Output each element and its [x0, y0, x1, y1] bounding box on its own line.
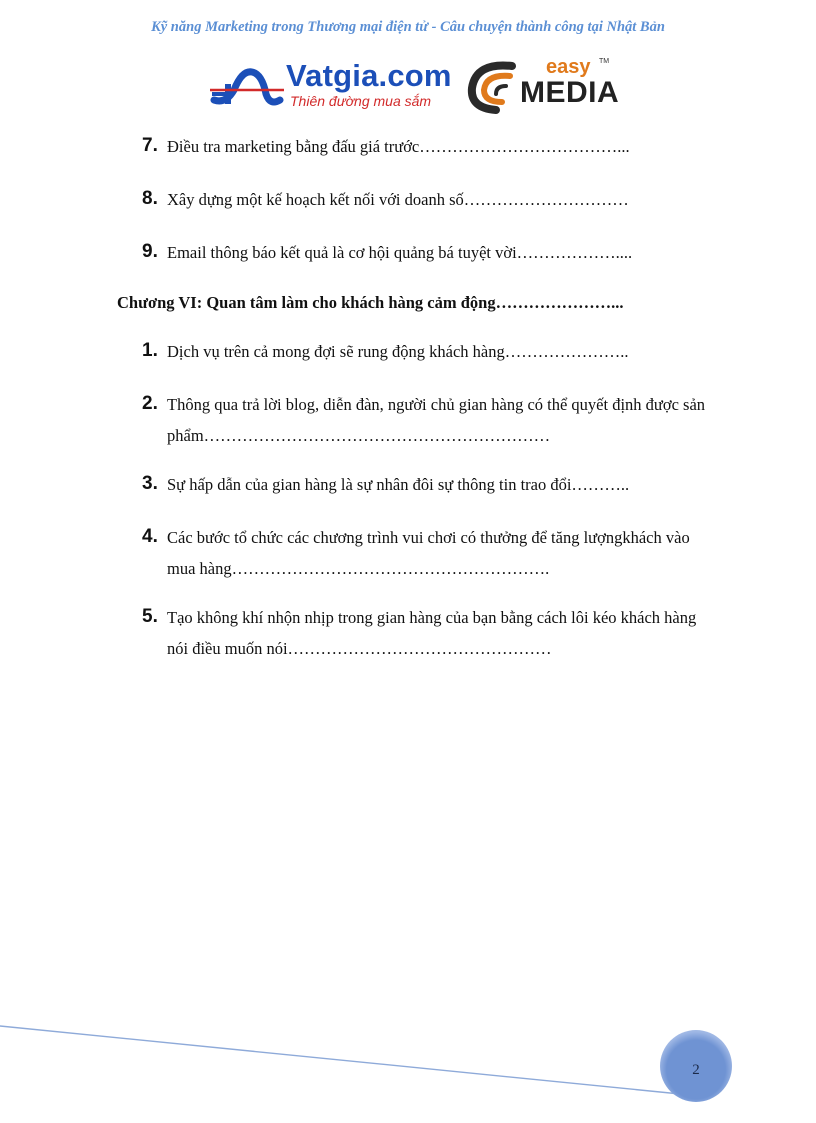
vatgia-wave-icon	[208, 60, 286, 112]
toc-item-text: Các bước tổ chức các chương trình vui chơi có thưởng để tăng lượngkhách vào mua hàng………………………………………………….	[167, 528, 690, 578]
toc-item-number: 2.	[142, 393, 158, 414]
toc-item-text: Thông qua trả lời blog, diễn đàn, người chủ gian hàng có thể quyết định được sản phẩm………………………………………………………	[167, 395, 706, 445]
toc-item-2	[142, 389, 712, 451]
toc-item-1	[142, 336, 712, 367]
vatgia-logo-name: Vatgia.com	[286, 58, 452, 93]
toc-item-text: Dịch vụ trên cả mong đợi sẽ rung động khách hàng…………………..	[167, 342, 629, 361]
chapter-heading: Chương VI: Quan tâm làm cho khách hàng cảm động…………………...	[117, 293, 624, 312]
toc-item-4	[142, 522, 712, 584]
toc-item-number: 7.	[142, 135, 158, 156]
easymedia-swirl-icon	[466, 58, 522, 114]
easymedia-logo-media: MEDIA	[520, 76, 620, 109]
toc-item-number: 9.	[142, 241, 158, 262]
toc-item-number: 8.	[142, 188, 158, 209]
vatgia-logo	[208, 58, 458, 114]
vatgia-logo-tagline: Thiên đường mua sắm	[290, 93, 432, 109]
toc-item-9	[142, 237, 712, 268]
toc-item-text: Email thông báo kết quả là cơ hội quảng bá tuyệt vời………………....	[167, 243, 633, 262]
toc-item-7	[142, 131, 712, 162]
toc-item-number: 3.	[142, 473, 158, 494]
header-logos	[208, 58, 628, 114]
toc-item-text: Xây dựng một kế hoạch kết nối với doanh số…………………………	[167, 190, 629, 209]
easymedia-logo	[466, 58, 626, 114]
easymedia-logo-tm: TM	[599, 58, 610, 65]
toc-item-text: Điều tra marketing bằng đấu giá trước………………………………...	[167, 137, 630, 156]
toc-item-text: Tạo không khí nhộn nhịp trong gian hàng của bạn bằng cách lôi kéo khách hàng nói điều muốn nói…………………………………………	[167, 608, 697, 658]
page-number: 2	[692, 1062, 700, 1078]
toc-item-number: 4.	[142, 526, 158, 547]
running-header: Kỹ năng Marketing trong Thương mại điện tử - Câu chuyện thành công tại Nhật Bản	[151, 19, 665, 35]
toc-item-number: 1.	[142, 340, 158, 361]
toc-item-5	[142, 602, 712, 664]
toc-item-text: Sự hấp dẫn của gian hàng là sự nhân đôi sự thông tin trao đổi………..	[167, 475, 630, 494]
toc-item-number: 5.	[142, 606, 158, 627]
easymedia-logo-easy: easy	[546, 56, 591, 78]
toc-item-3	[142, 469, 712, 500]
toc-item-8	[142, 184, 712, 215]
